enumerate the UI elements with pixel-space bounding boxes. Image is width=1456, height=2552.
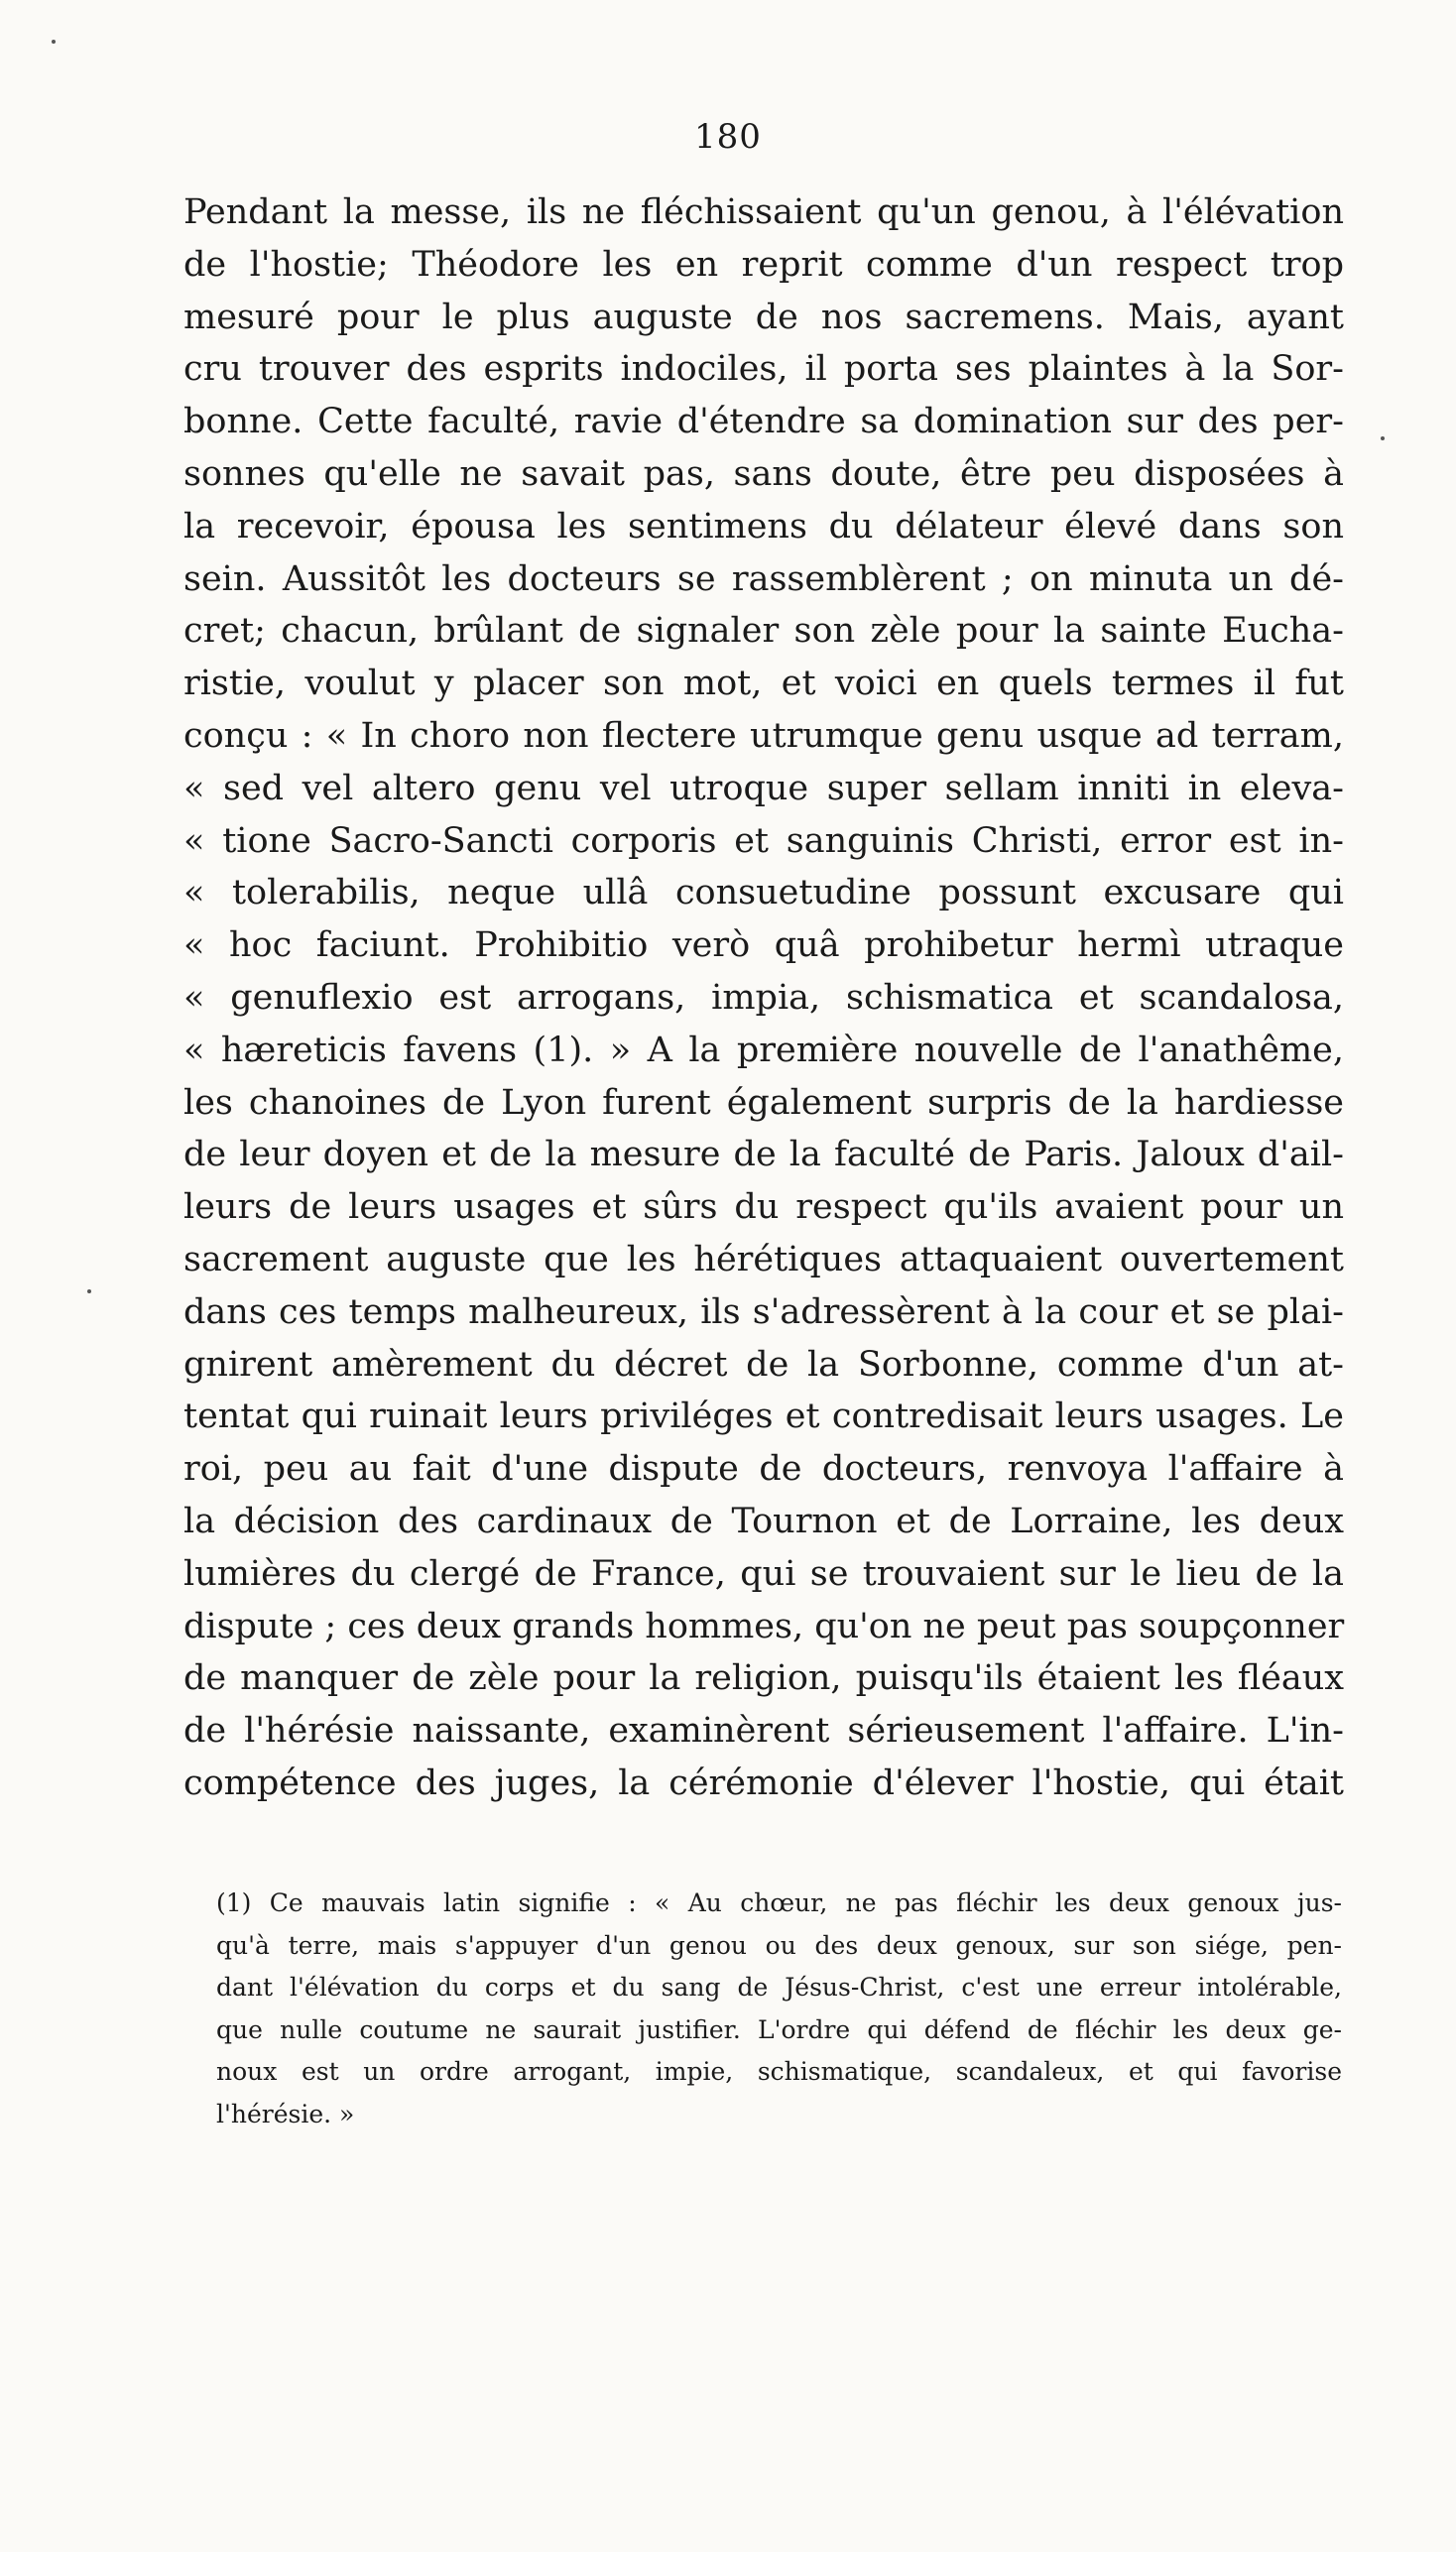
body-line: de l'hérésie naissante, examinèrent sérieusement l'affaire. L'in- — [183, 1711, 1344, 1752]
body-line: conçu : « In choro non flectere utrumque genu usque ad terram, — [183, 715, 1344, 756]
body-line: la recevoir, épousa les sentimens du délateur élevé dans son — [183, 506, 1344, 547]
body-line: dispute ; ces deux grands hommes, qu'on ne peut pas soupçonner — [183, 1606, 1345, 1646]
body-line: dans ces temps malheureux, ils s'adressèrent à la cour et se plai- — [183, 1291, 1344, 1332]
body-line: de manquer de zèle pour la religion, puisqu'ils étaient les fléaux — [183, 1658, 1344, 1699]
footnote-line: l'hérésie. » — [216, 2099, 355, 2128]
body-line: roi, peu au fait d'une dispute de docteurs, renvoya l'affaire à — [183, 1449, 1344, 1490]
body-line: « hoc faciunt. Prohibitio verò quâ prohibetur hermì utraque — [183, 925, 1344, 966]
body-line: les chanoines de Lyon furent également surpris de la hardiesse — [183, 1082, 1344, 1123]
scan-speck — [1381, 436, 1385, 440]
body-line: la décision des cardinaux de Tournon et de Lorraine, les deux — [183, 1501, 1344, 1541]
body-line: sonnes qu'elle ne savait pas, sans doute, être peu disposées à — [183, 453, 1344, 494]
body-line: gnirent amèrement du décret de la Sorbonne, comme d'un at- — [183, 1344, 1344, 1385]
body-line: sacrement auguste que les hérétiques attaquaient ouvertement — [183, 1239, 1344, 1279]
scan-speck — [52, 40, 56, 44]
scan-speck — [87, 1289, 91, 1293]
body-line: mesuré pour le plus auguste de nos sacremens. Mais, ayant — [183, 297, 1344, 337]
body-line: cret; chacun, brûlant de signaler son zèle pour la sainte Eucha- — [183, 611, 1344, 652]
page-number: 180 — [694, 117, 762, 157]
footnote-line: que nulle coutume ne saurait justifier. L'ordre qui défend de fléchir les deux ge- — [216, 2014, 1342, 2044]
body-line: bonne. Cette faculté, ravie d'étendre sa domination sur des per- — [183, 402, 1344, 442]
body-line: « genuflexio est arrogans, impia, schismatica et scandalosa, — [183, 977, 1344, 1018]
body-line: Pendant la messe, ils ne fléchissaient qu'un genou, à l'élévation — [183, 192, 1344, 232]
body-text — [183, 186, 1344, 1810]
body-line: leurs de leurs usages et sûrs du respect qu'ils avaient pour un — [183, 1187, 1344, 1228]
footnote-line: qu'à terre, mais s'appuyer d'un genou ou des deux genoux, sur son siége, pen- — [216, 1930, 1342, 1960]
footnote — [216, 1883, 1342, 2135]
body-line: « sed vel altero genu vel utroque super sellam inniti in eleva- — [183, 768, 1344, 808]
body-line: ristie, voulut y placer son mot, et voici en quels termes il fut — [183, 664, 1344, 704]
body-line: de l'hostie; Théodore les en reprit comme d'un respect trop — [183, 244, 1344, 285]
body-line: cru trouver des esprits indociles, il porta ses plaintes à la Sor- — [183, 349, 1344, 390]
body-line: « tolerabilis, neque ullâ consuetudine possunt excusare qui — [183, 873, 1344, 913]
body-line: tentat qui ruinait leurs priviléges et contredisait leurs usages. Le — [183, 1397, 1344, 1437]
body-line: de leur doyen et de la mesure de la faculté de Paris. Jaloux d'ail- — [183, 1135, 1344, 1175]
footnote-line: (1) Ce mauvais latin signifie : « Au chœur, ne pas fléchir les deux genoux jus- — [216, 1888, 1342, 1917]
body-line: compétence des juges, la cérémonie d'élever l'hostie, qui était — [183, 1762, 1344, 1803]
body-line: « tione Sacro-Sancti corporis et sanguinis Christi, error est in- — [183, 820, 1344, 861]
footnote-line: noux est un ordre arrogant, impie, schismatique, scandaleux, et qui favorise — [216, 2057, 1342, 2086]
body-line: sein. Aussitôt les docteurs se rassemblèrent ; on minuta un dé- — [183, 558, 1344, 599]
body-line: « hæreticis favens (1). » A la première nouvelle de l'anathême, — [183, 1030, 1344, 1070]
body-line: lumières du clergé de France, qui se trouvaient sur le lieu de la — [183, 1553, 1344, 1594]
footnote-line: dant l'élévation du corps et du sang de Jésus-Christ, c'est une erreur intolérable, — [216, 1973, 1342, 2002]
